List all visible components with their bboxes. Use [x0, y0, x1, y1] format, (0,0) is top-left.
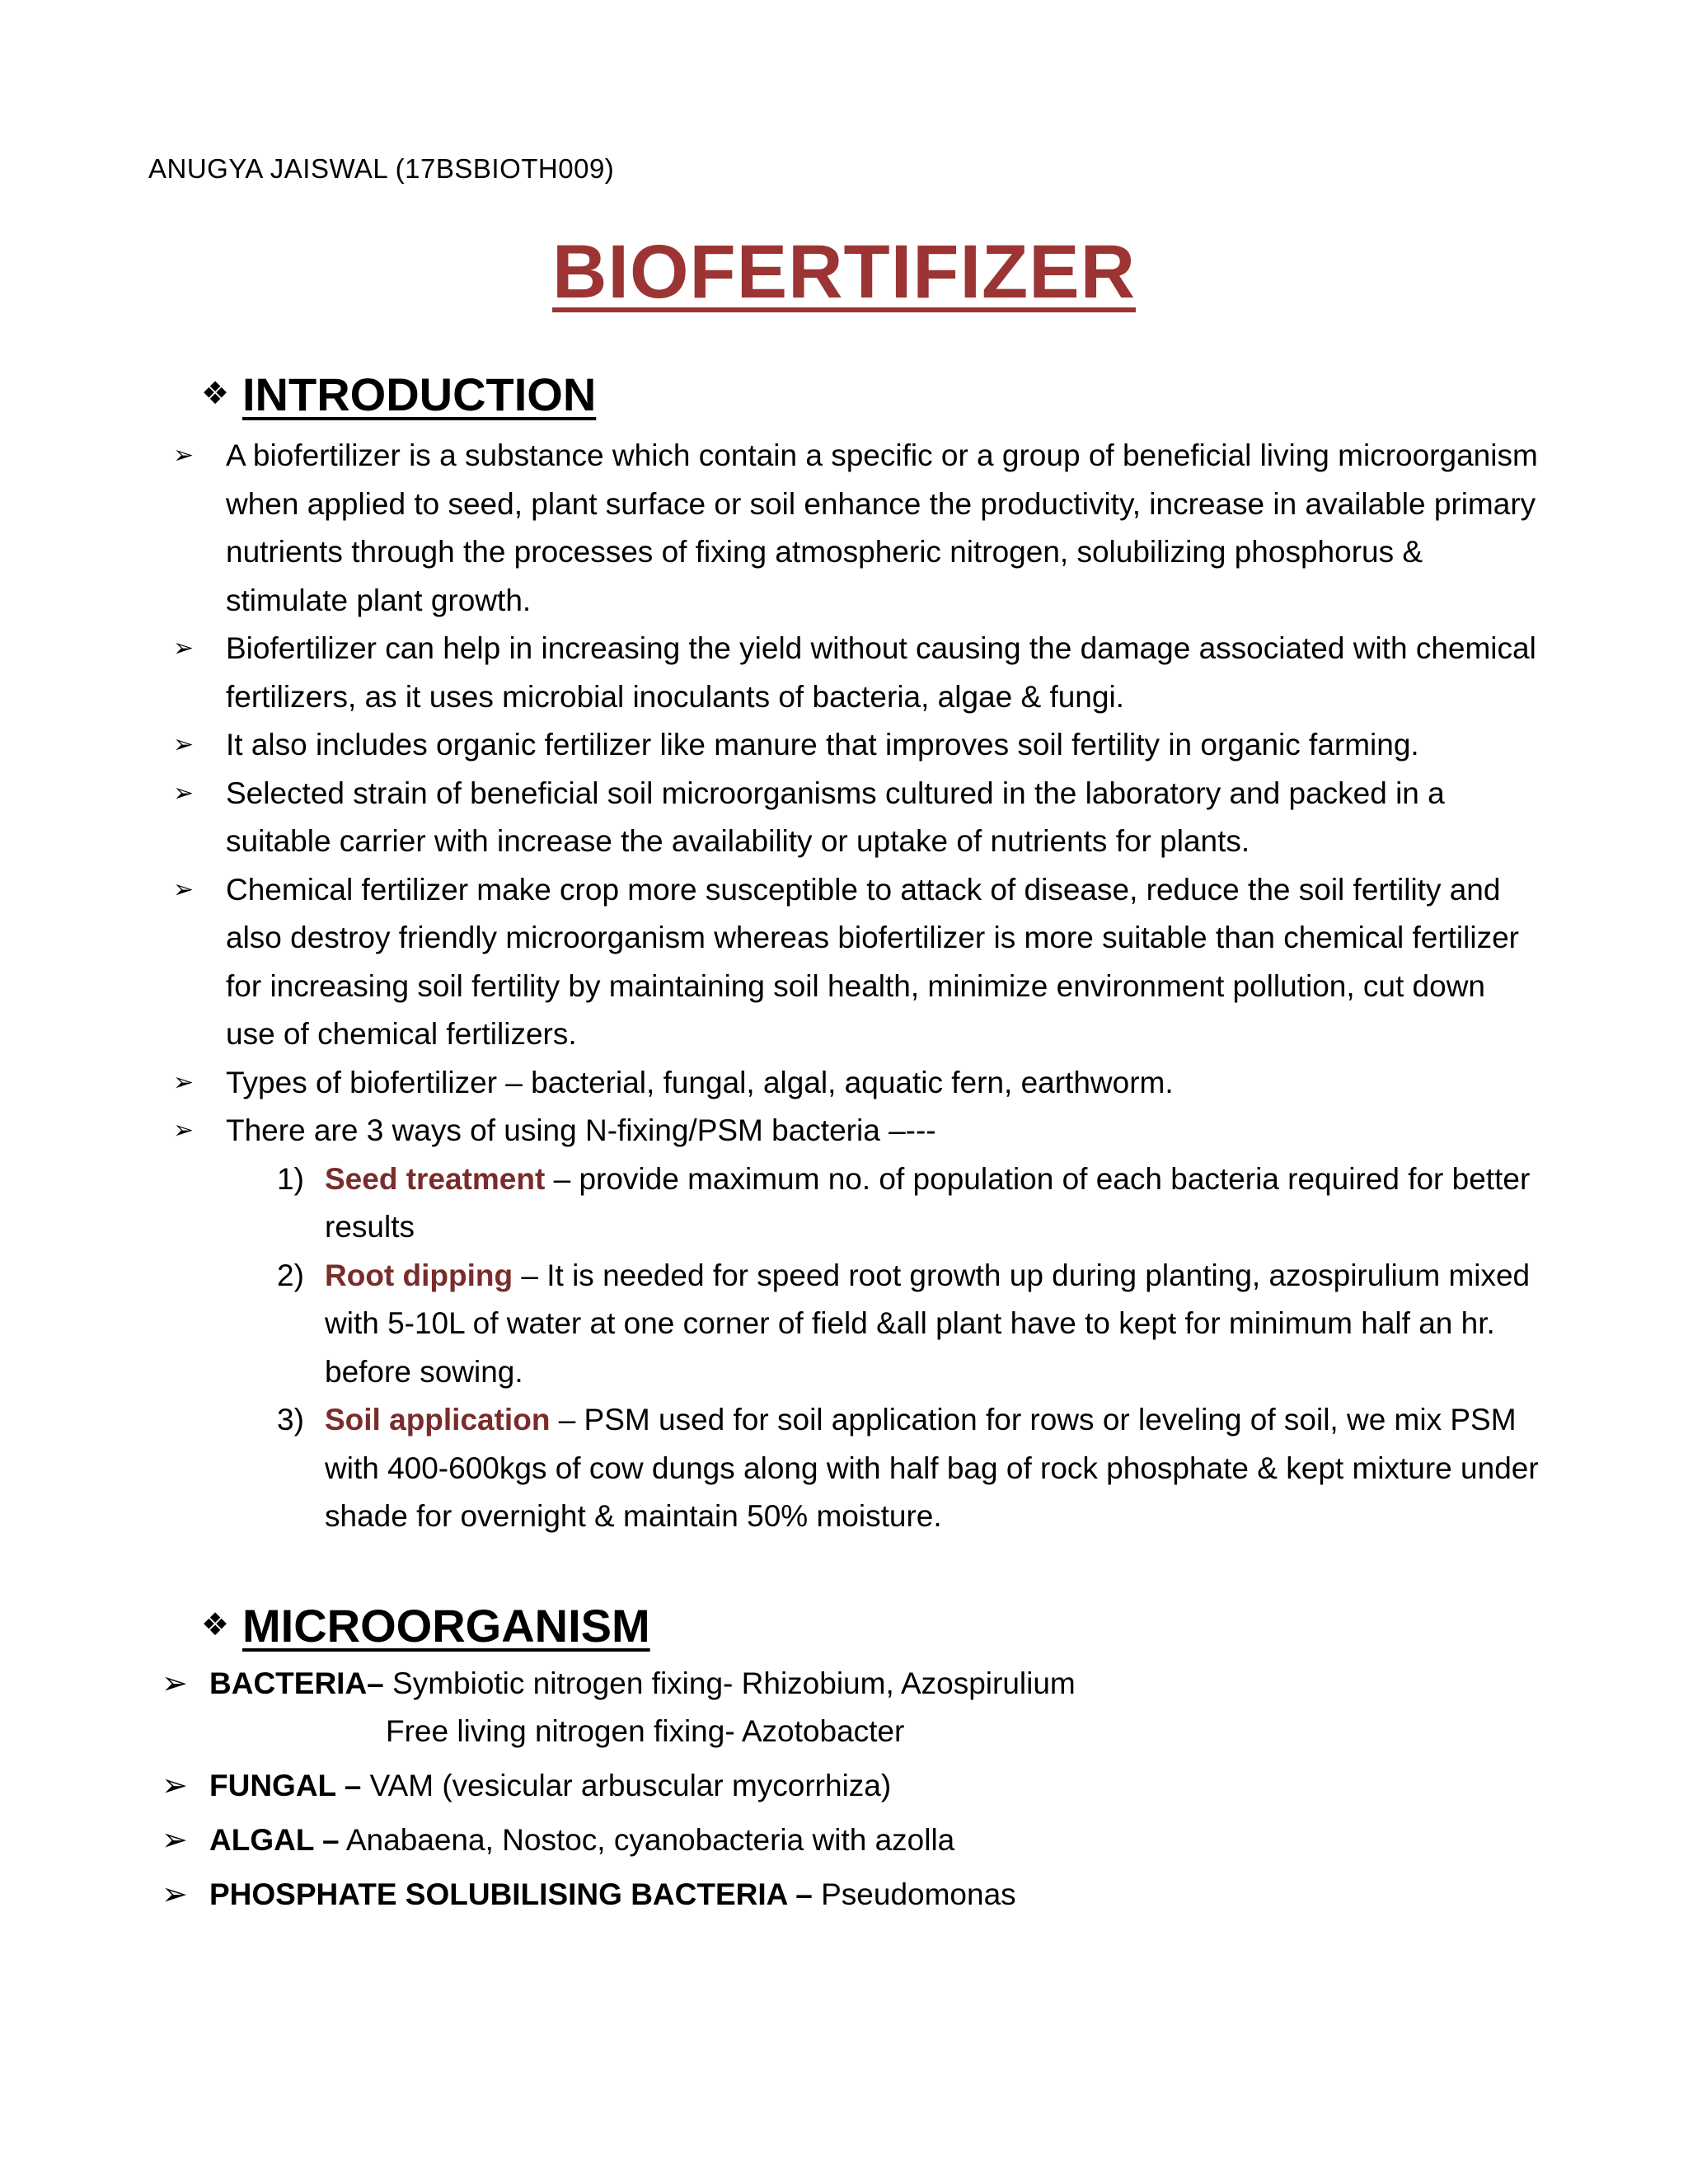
microorganism-list	[162, 1660, 1530, 1925]
list-item	[173, 625, 1541, 721]
method-number: 1)	[277, 1161, 304, 1196]
methods-list	[226, 1155, 1541, 1541]
point-text: Biofertilizer can help in increasing the yield without causing the damage associated with chemical fertilizers, as it uses microbial inoculants of bacteria, algae & fungi.	[226, 631, 1536, 714]
list-item	[162, 1816, 1530, 1864]
list-item	[173, 770, 1541, 866]
item-text: VAM (vesicular arbuscular mycorrhiza)	[361, 1769, 892, 1802]
diamond-bullet-icon: ❖	[201, 1607, 230, 1643]
point-text: A biofertilizer is a substance which contain a specific or a group of beneficial living microorganism when applied to seed, plant surface or soil enhance the productivity, increase in available primary nutrients through the processes of fixing atmospheric nitrogen, solubilizing phosphorus & stimulate plant growth.	[226, 438, 1538, 617]
method-text: – PSM used for soil application for rows or leveling of soil, we mix PSM with 400-600kgs of cow dungs along with half bag of rock phosphate & kept mixture under shade for overnight & maintain 50% moisture.	[325, 1403, 1539, 1533]
method-item	[226, 1252, 1541, 1397]
point-text: There are 3 ways of using N-fixing/PSM bacteria –---	[226, 1113, 936, 1147]
method-text: – It is needed for speed root growth up during planting, azospirulium mixed with 5-10L of water at one corner of field &all plant have to kept for minimum half an hr. before sowing.	[325, 1258, 1531, 1389]
method-item	[226, 1155, 1541, 1252]
arrow-bullet-icon: ➢	[173, 1117, 195, 1144]
list-item	[162, 1660, 1530, 1755]
arrow-bullet-icon: ➢	[162, 1666, 188, 1701]
arrow-bullet-icon: ➢	[173, 1068, 195, 1096]
introduction-list	[173, 432, 1541, 1541]
arrow-bullet-icon: ➢	[173, 875, 195, 903]
method-term: Root dipping	[325, 1258, 513, 1292]
diamond-bullet-icon: ❖	[201, 376, 230, 411]
microorganism-heading	[201, 1599, 650, 1652]
list-item	[173, 432, 1541, 625]
item-text: Pseudomonas	[812, 1877, 1016, 1911]
item-label: PHOSPHATE SOLUBILISING BACTERIA –	[209, 1877, 813, 1911]
method-term: Seed treatment	[325, 1161, 546, 1196]
method-term: Soil application	[325, 1403, 551, 1436]
list-item	[173, 1107, 1541, 1541]
point-text: It also includes organic fertilizer like manure that improves soil fertility in organic farming.	[226, 728, 1419, 762]
point-text: Types of biofertilizer – bacterial, fungal, algal, aquatic fern, earthworm.	[226, 1065, 1174, 1099]
author-line: ANUGYA JAISWAL (17BSBIOTH009)	[148, 153, 615, 184]
arrow-bullet-icon: ➢	[173, 731, 195, 758]
item-label: BACTERIA–	[209, 1666, 384, 1700]
list-item	[162, 1762, 1530, 1810]
introduction-heading	[201, 368, 596, 421]
item-label: ALGAL –	[209, 1823, 340, 1857]
document-title: BIOFERTIFIZER	[551, 230, 1137, 314]
method-number: 3)	[277, 1403, 304, 1436]
point-text: Chemical fertilizer make crop more susceptible to attack of disease, reduce the soil fertility and also destroy friendly microorganism whereas biofertilizer is more suitable than chemical fertilizer for increasing soil fertility by maintaining soil health, minimize environment pollution, cut down use of chemical fertilizers.	[226, 872, 1519, 1051]
arrow-bullet-icon: ➢	[162, 1877, 188, 1912]
introduction-heading-text: INTRODUCTION	[242, 368, 597, 420]
arrow-bullet-icon: ➢	[173, 779, 195, 807]
list-item	[162, 1871, 1530, 1919]
item-text: Anabaena, Nostoc, cyanobacteria with azolla	[339, 1823, 955, 1857]
arrow-bullet-icon: ➢	[162, 1769, 188, 1803]
list-item	[173, 721, 1541, 770]
method-text: – provide maximum no. of population of each bacteria required for better results	[325, 1161, 1531, 1244]
point-text: Selected strain of beneficial soil microorganisms cultured in the laboratory and packed in a suitable carrier with increase the availability or uptake of nutrients for plants.	[226, 776, 1445, 858]
list-item	[173, 1059, 1541, 1108]
item-extra-text: Free living nitrogen fixing- Azotobacter	[386, 1714, 905, 1748]
method-number: 2)	[277, 1258, 304, 1292]
microorganism-heading-text: MICROORGANISM	[242, 1600, 650, 1652]
item-label: FUNGAL –	[209, 1769, 362, 1802]
arrow-bullet-icon: ➢	[173, 442, 195, 469]
item-text: Symbiotic nitrogen fixing- Rhizobium, Azospirulium	[383, 1666, 1076, 1700]
arrow-bullet-icon: ➢	[173, 635, 195, 662]
list-item	[173, 866, 1541, 1059]
arrow-bullet-icon: ➢	[162, 1823, 188, 1858]
method-item	[226, 1396, 1541, 1541]
